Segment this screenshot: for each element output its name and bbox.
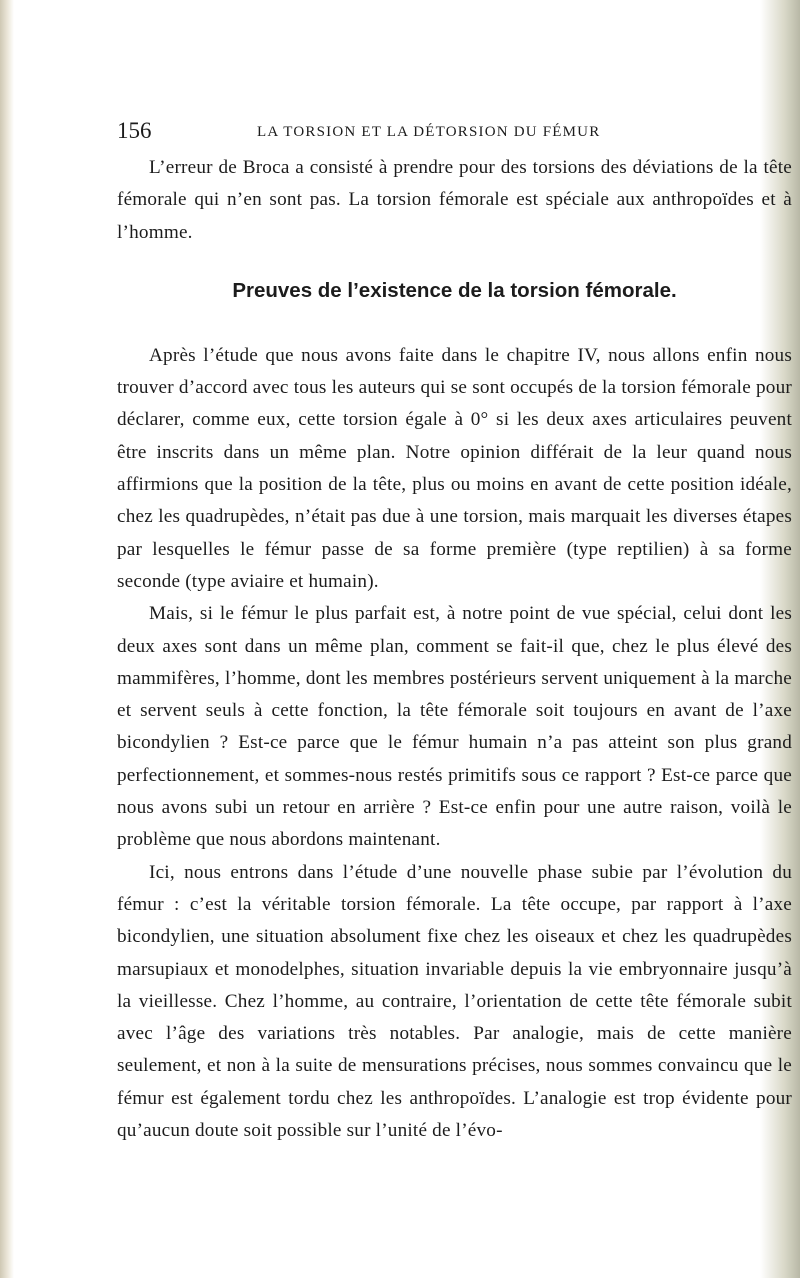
page-number: 156 [117, 118, 152, 143]
paragraph: Mais, si le fémur le plus parfait est, à notre point de vue spécial, celui dont les deux axes sont dans un même plan, comment se fait-il que, chez le plus élevé des mammifères, l’homme, dont les membres postérieurs servent uniquement à la marche et servent seuls à cette fonction, la tête fémorale soit toujours en avant de l’axe bicondylien ? Est-ce parce que le fémur humain n’a pas atteint son plus grand perfectionnement, et sommes-nous restés primitifs sous ce rapport ? Est-ce parce que nous avons subi un retour en arrière ? Est-ce enfin pour une autre raison, voilà le problème que nous abordons maintenant. [117, 603, 792, 851]
section-heading: Preuves de l’existence de la torsion fémorale. [232, 278, 677, 302]
running-head [117, 118, 677, 146]
paragraph: Après l’étude que nous avons faite dans le chapitre IV, nous allons enfin nous trouver d’accord avec tous les auteurs qui se sont occupés de la torsion fémorale pour déclarer, comme eux, cette torsion égale à 0° si les deux axes articulaires peuvent être inscrits dans un même plan. Notre opinion différait de la leur quand nous affirmions que la position de la tête, plus ou moins en avant de cette position idéale, chez les quadrupèdes, n’était pas due à une torsion, mais marquait les diverses étapes par lesquelles le fémur passe de sa forme première (type reptilien) à sa forme seconde (type aviaire et humain). [117, 344, 792, 592]
running-title: LA TORSION ET LA DÉTORSION DU FÉMUR [257, 124, 601, 140]
body-text [117, 152, 792, 1147]
page-edge-shadow-left [0, 0, 14, 1278]
paragraph: L’erreur de Broca a consisté à prendre pour des torsions des déviations de la tête fémorale qui n’en sont pas. La torsion fémorale est spéciale aux anthropoïdes et à l’homme. [117, 157, 792, 243]
paragraph: Ici, nous entrons dans l’étude d’une nouvelle phase subie par l’évolution du fémur : c’est la véritable torsion fémorale. La tête occupe, par rapport à l’axe bicondylien, une situation absolument fixe chez les oiseaux et chez les quadrupèdes marsupiaux et monodelphes, situation invariable depuis la vie embryonnaire jusqu’à la vieillesse. Chez l’homme, au contraire, l’orientation de cette tête fémorale subit avec l’âge des variations très notables. Par analogie, mais de cette manière seulement, et non à la suite de mensurations précises, nous sommes convaincu que le fémur est également tordu chez les anthropoïdes. L’analogie est trop évidente pour qu’aucun doute soit possible sur l’unité de l’évo- [117, 861, 792, 1142]
